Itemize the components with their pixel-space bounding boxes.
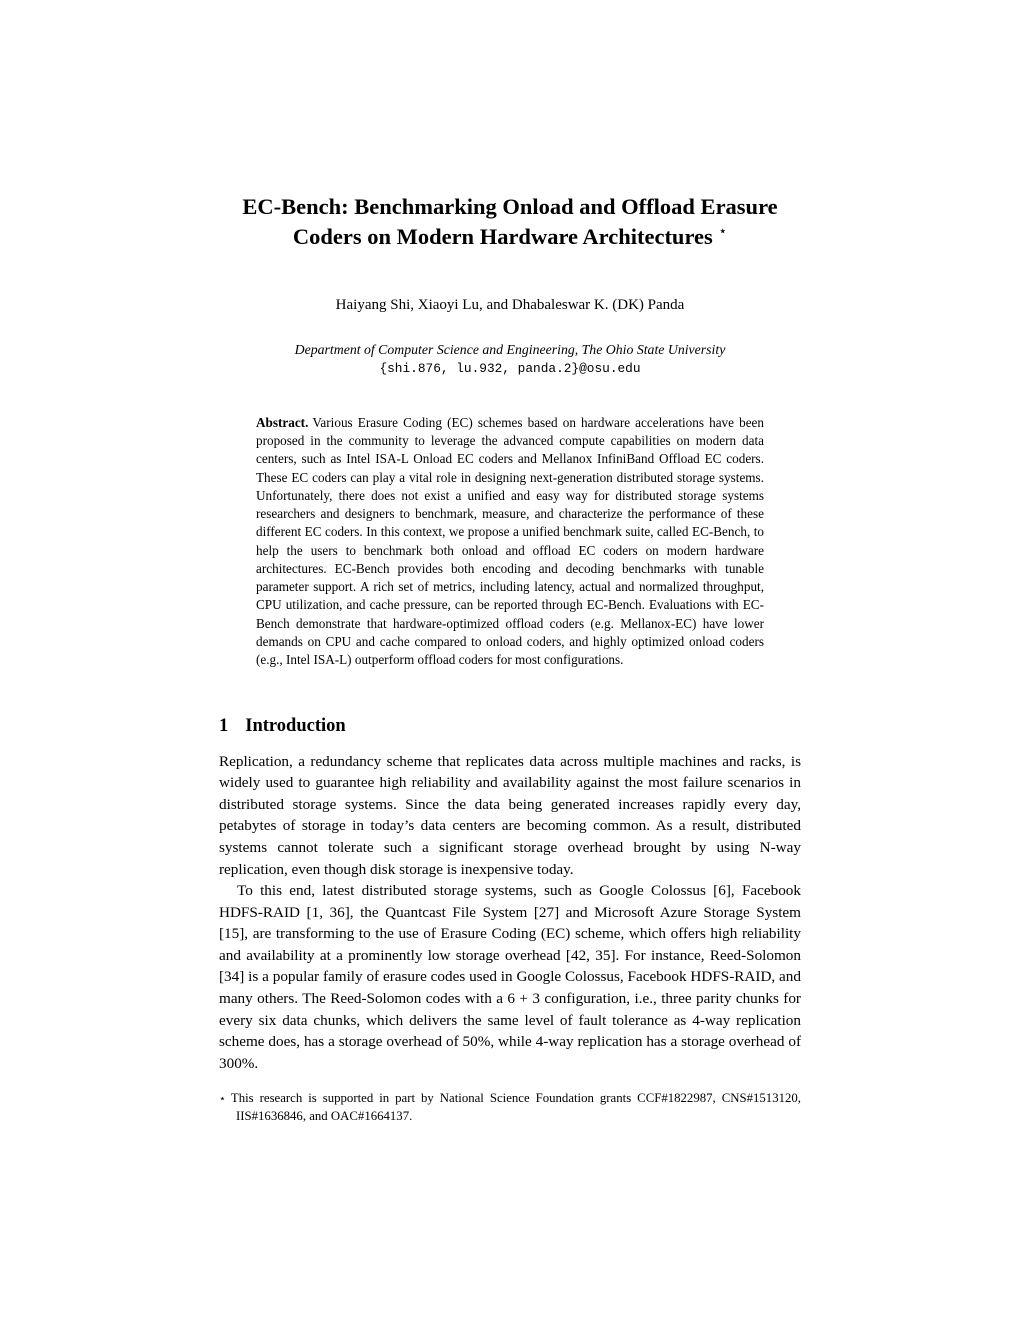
- footnote-text: This research is supported in part by National Science Foundation grants CCF#1822987, CNS#1513120, IIS#1636846, and OAC#1664137.: [230, 1091, 801, 1123]
- affiliation-line: Department of Computer Science and Engineering, The Ohio State University: [294, 341, 726, 357]
- intro-paragraph-2: To this end, latest distributed storage systems, such as Google Colossus [6], Facebook HDFS-RAID [1, 36], the Quantcast File System [27] and Microsoft Azure Storage System [15], are transforming to the use of Erasure Coding (EC) scheme, which offers high reliability and availability at a prominently low storage overhead [42, 35]. For instance, Reed-Solomon [34] is a popular family of erasure codes used in Google Colossus, Facebook HDFS-RAID, and many others. The Reed-Solomon codes with a 6 + 3 configuration, i.e., three parity chunks for every six data chunks, which delivers the same level of fault tolerance as 4-way replication scheme does, has a storage overhead of 50%, while 4-way replication has a storage overhead of 300%.: [219, 882, 801, 1072]
- footnote-marker: ⋆: [219, 1093, 226, 1106]
- abstract-label: Abstract.: [256, 414, 309, 430]
- email-line: {shi.876, lu.932, panda.2}@osu.edu: [379, 360, 641, 376]
- abstract-text: Various Erasure Coding (EC) schemes based on hardware accelerations have been proposed in the community to leverage the advanced compute capabilities on modern data centers, such as Intel ISA-L Onload EC coders and Mellanox InfiniBand Offload EC coders. These EC coders can play a vital role in designing next-generation distributed storage systems. Unfortunately, there does not exist a unified and easy way for distributed storage systems researchers and designers to benchmark, measure, and characterize the performance of these different EC coders. In this context, we propose a unified benchmark suite, called EC-Bench, to help the users to benchmark both onload and offload EC coders on modern hardware architectures. EC-Bench provides both encoding and decoding benchmarks with tunable parameter support. A rich set of metrics, including latency, actual and normalized throughput, CPU utilization, and cache pressure, can be reported through EC-Bench. Evaluations with EC-Bench demonstrate that hardware-optimized offload coders (e.g. Mellanox-EC) have lower demands on CPU and cache compared to onload coders, and highly optimized onload coders (e.g., Intel ISA-L) outperform offload coders for most configurations.: [256, 414, 764, 668]
- paper-page: [219, 0, 801, 1126]
- abstract-block: [256, 414, 764, 670]
- authors-line: Haiyang Shi, Xiaoyi Lu, and Dhabaleswar K. (DK) Panda: [335, 296, 685, 313]
- paper-title: [219, 192, 801, 253]
- footnote-text-wrap: [219, 1090, 801, 1125]
- section-1-title: Introduction: [245, 715, 346, 736]
- paper-title-line1: EC-Bench: Benchmarking Onload and Offload Erasure: [242, 194, 778, 219]
- section-1-heading: [219, 716, 801, 737]
- title-footnote-marker: ⋆: [718, 224, 728, 240]
- intro-paragraph-1: Replication, a redundancy scheme that replicates data across multiple machines and racks, is widely used to guarantee high reliability and availability against the most failure scenarios in distributed storage systems. Since the data being generated increases rapidly every day, petabytes of storage in today’s data centers are becoming common. As a result, distributed systems cannot tolerate such a significant storage overhead brought by using N-way replication, even though disk storage is inexpensive today.: [219, 752, 801, 878]
- paper-title-line2-wrap: [219, 222, 801, 252]
- footnote-block: [219, 1090, 801, 1125]
- paper-title-line2: Coders on Modern Hardware Architectures: [292, 224, 713, 250]
- section-1-number: 1: [219, 715, 229, 736]
